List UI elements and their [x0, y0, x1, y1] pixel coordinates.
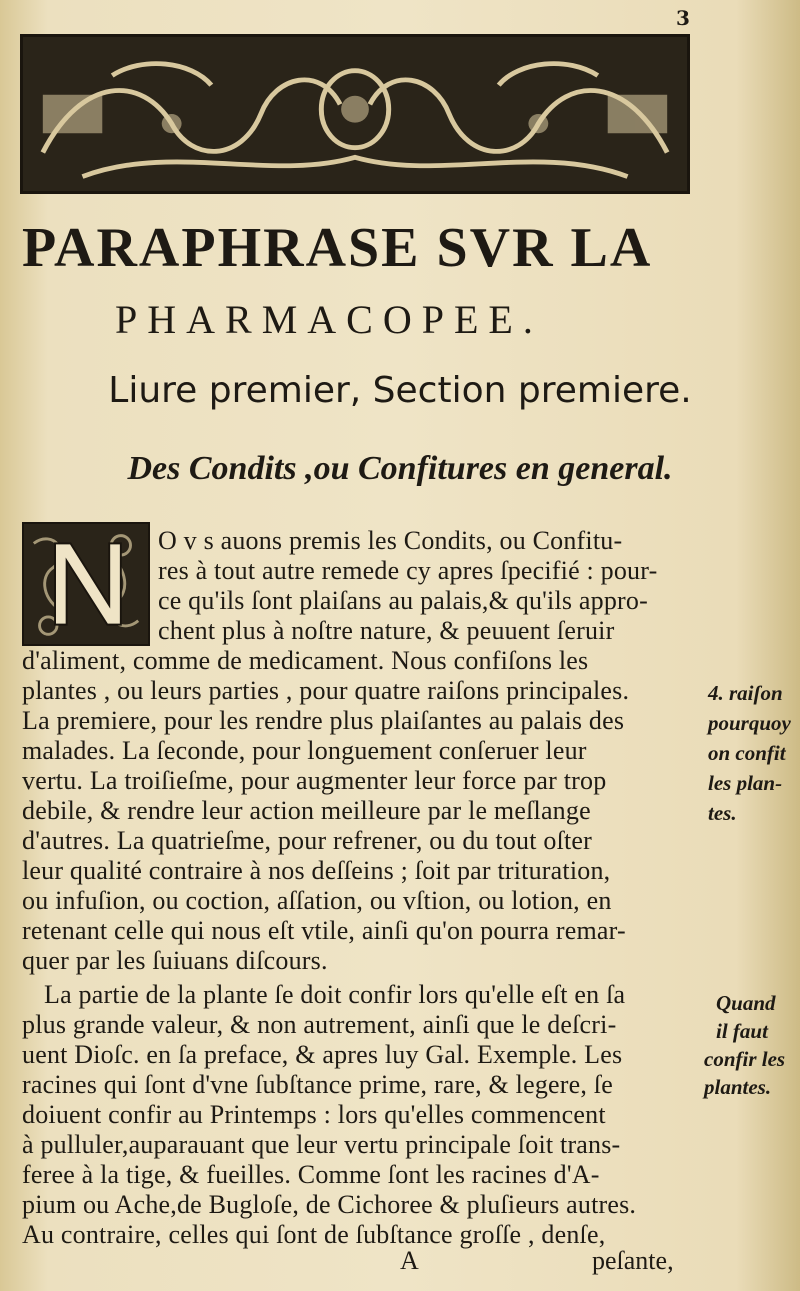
- body-line: retenant celle qui nous eſt vtile, ainſi qu'on pourra remar-: [22, 916, 626, 945]
- body-line: doiuent confir au Printemps : lors qu'elles commencent: [22, 1100, 606, 1129]
- body-line: d'aliment, comme de medicament. Nous confiſons les: [22, 646, 589, 675]
- book-title: Liure premier, Section premiere.: [108, 370, 692, 411]
- margin-note-line: plantes.: [704, 1075, 772, 1099]
- body-line: à pulluler,auparauant que leur vertu principale ſoit trans-: [22, 1130, 621, 1159]
- margin-note-line: 4. raiſon: [708, 681, 783, 705]
- body-line: plus grande valeur, & non autrement, ainſi que le deſcri-: [22, 1010, 617, 1039]
- margin-note-line: pourquoy: [708, 711, 791, 735]
- body-line: La premiere, pour les rendre plus plaiſantes au palais des: [22, 706, 625, 735]
- margin-note-line: les plan-: [708, 771, 783, 795]
- body-line: leur qualité contraire à nos deſſeins ; ſoit par trituration,: [22, 856, 611, 885]
- section-title: Des Condits ,ou Confitures en general.: [127, 450, 673, 487]
- body-line: ou infuſion, ou coction, aſſation, ou vſtion, ou lotion, en: [22, 886, 612, 915]
- body-line: malades. La ſeconde, pour longuement conſeruer leur: [22, 736, 587, 765]
- margin-note-line: Quand: [716, 991, 776, 1015]
- body-line: res à tout autre remede cy apres ſpecifié : pour-: [158, 556, 658, 585]
- margin-note-line: confir les: [704, 1047, 786, 1071]
- margin-note-line: il faut: [716, 1019, 768, 1043]
- page-mark: 3: [676, 6, 690, 30]
- body-line: vertu. La troiſieſme, pour augmenter leur force par trop: [22, 766, 607, 795]
- body-line: Au contraire, celles qui ſont de ſubſtance groſſe , denſe,: [22, 1220, 606, 1249]
- catchword: peſante,: [592, 1246, 674, 1275]
- signature-mark: A: [400, 1246, 419, 1275]
- body-line: La partie de la plante ſe doit confir lors qu'elle eſt en ſa: [44, 980, 626, 1009]
- body-line: O v s auons premis les Condits, ou Confitu-: [158, 526, 623, 555]
- body-line: plantes , ou leurs parties , pour quatre raiſons principales.: [22, 676, 630, 705]
- body-line: feree à la tige, & fueilles. Comme ſont les racines d'A-: [22, 1160, 600, 1189]
- title-line-1: PARAPHRASE SVR LA: [22, 217, 653, 279]
- margin-note-line: on confit: [708, 741, 786, 765]
- body-line: pium ou Ache,de Bugloſe, de Cichoree & pluſieurs autres.: [22, 1190, 637, 1219]
- body-line: racines qui ſont d'vne ſubſtance prime, rare, & legere, ſe: [22, 1070, 613, 1099]
- body-line: ce qu'ils ſont plaiſans au palais,& qu'ils appro-: [158, 586, 648, 615]
- body-line: debile, & rendre leur action meilleure par le meſlange: [22, 796, 591, 825]
- body-line: d'autres. La quatrieſme, pour refrener, ou du tout oſter: [22, 826, 593, 855]
- body-line: chent plus à noſtre nature, & peuuent ſeruir: [158, 616, 615, 645]
- body-line: quer par les ſuiuans diſcours.: [22, 946, 328, 975]
- body-line: uent Dioſc. en ſa preface, & apres luy Gal. Exemple. Les: [22, 1040, 623, 1069]
- margin-note-line: tes.: [708, 801, 737, 825]
- title-line-2: PHARMACOPEE.: [115, 297, 543, 342]
